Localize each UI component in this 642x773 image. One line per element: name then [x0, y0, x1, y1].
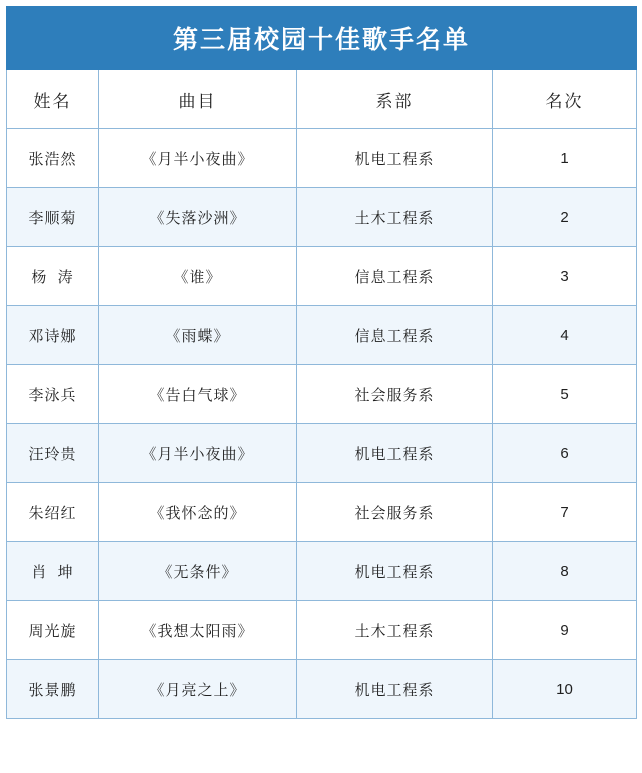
cell-rank: 7 — [493, 483, 637, 542]
cell-name: 张浩然 — [7, 129, 99, 188]
table-row — [7, 129, 637, 188]
cell-rank: 9 — [493, 601, 637, 660]
cell-dept: 机电工程系 — [297, 660, 493, 719]
column-header-name: 姓名 — [7, 70, 99, 129]
cell-dept: 信息工程系 — [297, 306, 493, 365]
table-row — [7, 306, 637, 365]
table-row — [7, 424, 637, 483]
cell-name: 肖 坤 — [7, 542, 99, 601]
cell-name: 杨 涛 — [7, 247, 99, 306]
cell-rank: 2 — [493, 188, 637, 247]
cell-name: 张景鹏 — [7, 660, 99, 719]
cell-rank: 1 — [493, 129, 637, 188]
cell-rank: 10 — [493, 660, 637, 719]
cell-song: 《谁》 — [99, 247, 297, 306]
cell-song: 《月半小夜曲》 — [99, 424, 297, 483]
table-row — [7, 365, 637, 424]
table-row — [7, 188, 637, 247]
cell-dept: 机电工程系 — [297, 542, 493, 601]
cell-dept: 社会服务系 — [297, 483, 493, 542]
page-title: 第三届校园十佳歌手名单 — [7, 7, 637, 70]
table-row — [7, 483, 637, 542]
cell-song: 《雨蝶》 — [99, 306, 297, 365]
cell-song: 《我怀念的》 — [99, 483, 297, 542]
cell-rank: 5 — [493, 365, 637, 424]
cell-rank: 8 — [493, 542, 637, 601]
table-row — [7, 542, 637, 601]
cell-rank: 3 — [493, 247, 637, 306]
cell-dept: 机电工程系 — [297, 424, 493, 483]
cell-dept: 土木工程系 — [297, 188, 493, 247]
cell-name: 周光旋 — [7, 601, 99, 660]
column-header-rank: 名次 — [493, 70, 637, 129]
column-header-dept: 系部 — [297, 70, 493, 129]
table-row — [7, 601, 637, 660]
cell-song: 《无条件》 — [99, 542, 297, 601]
table-body — [7, 7, 637, 719]
table-row — [7, 660, 637, 719]
cell-song: 《告白气球》 — [99, 365, 297, 424]
cell-song: 《我想太阳雨》 — [99, 601, 297, 660]
cell-name: 邓诗娜 — [7, 306, 99, 365]
cell-name: 朱绍红 — [7, 483, 99, 542]
cell-dept: 社会服务系 — [297, 365, 493, 424]
singers-table — [6, 6, 637, 719]
cell-name: 汪玲贵 — [7, 424, 99, 483]
cell-rank: 4 — [493, 306, 637, 365]
cell-name: 李顺菊 — [7, 188, 99, 247]
cell-dept: 机电工程系 — [297, 129, 493, 188]
cell-song: 《失落沙洲》 — [99, 188, 297, 247]
cell-dept: 信息工程系 — [297, 247, 493, 306]
table-row — [7, 247, 637, 306]
cell-dept: 土木工程系 — [297, 601, 493, 660]
header-row — [7, 70, 637, 129]
cell-song: 《月半小夜曲》 — [99, 129, 297, 188]
cell-song: 《月亮之上》 — [99, 660, 297, 719]
document-page — [0, 6, 642, 773]
cell-rank: 6 — [493, 424, 637, 483]
cell-name: 李泳兵 — [7, 365, 99, 424]
title-row — [7, 7, 637, 70]
column-header-song: 曲目 — [99, 70, 297, 129]
